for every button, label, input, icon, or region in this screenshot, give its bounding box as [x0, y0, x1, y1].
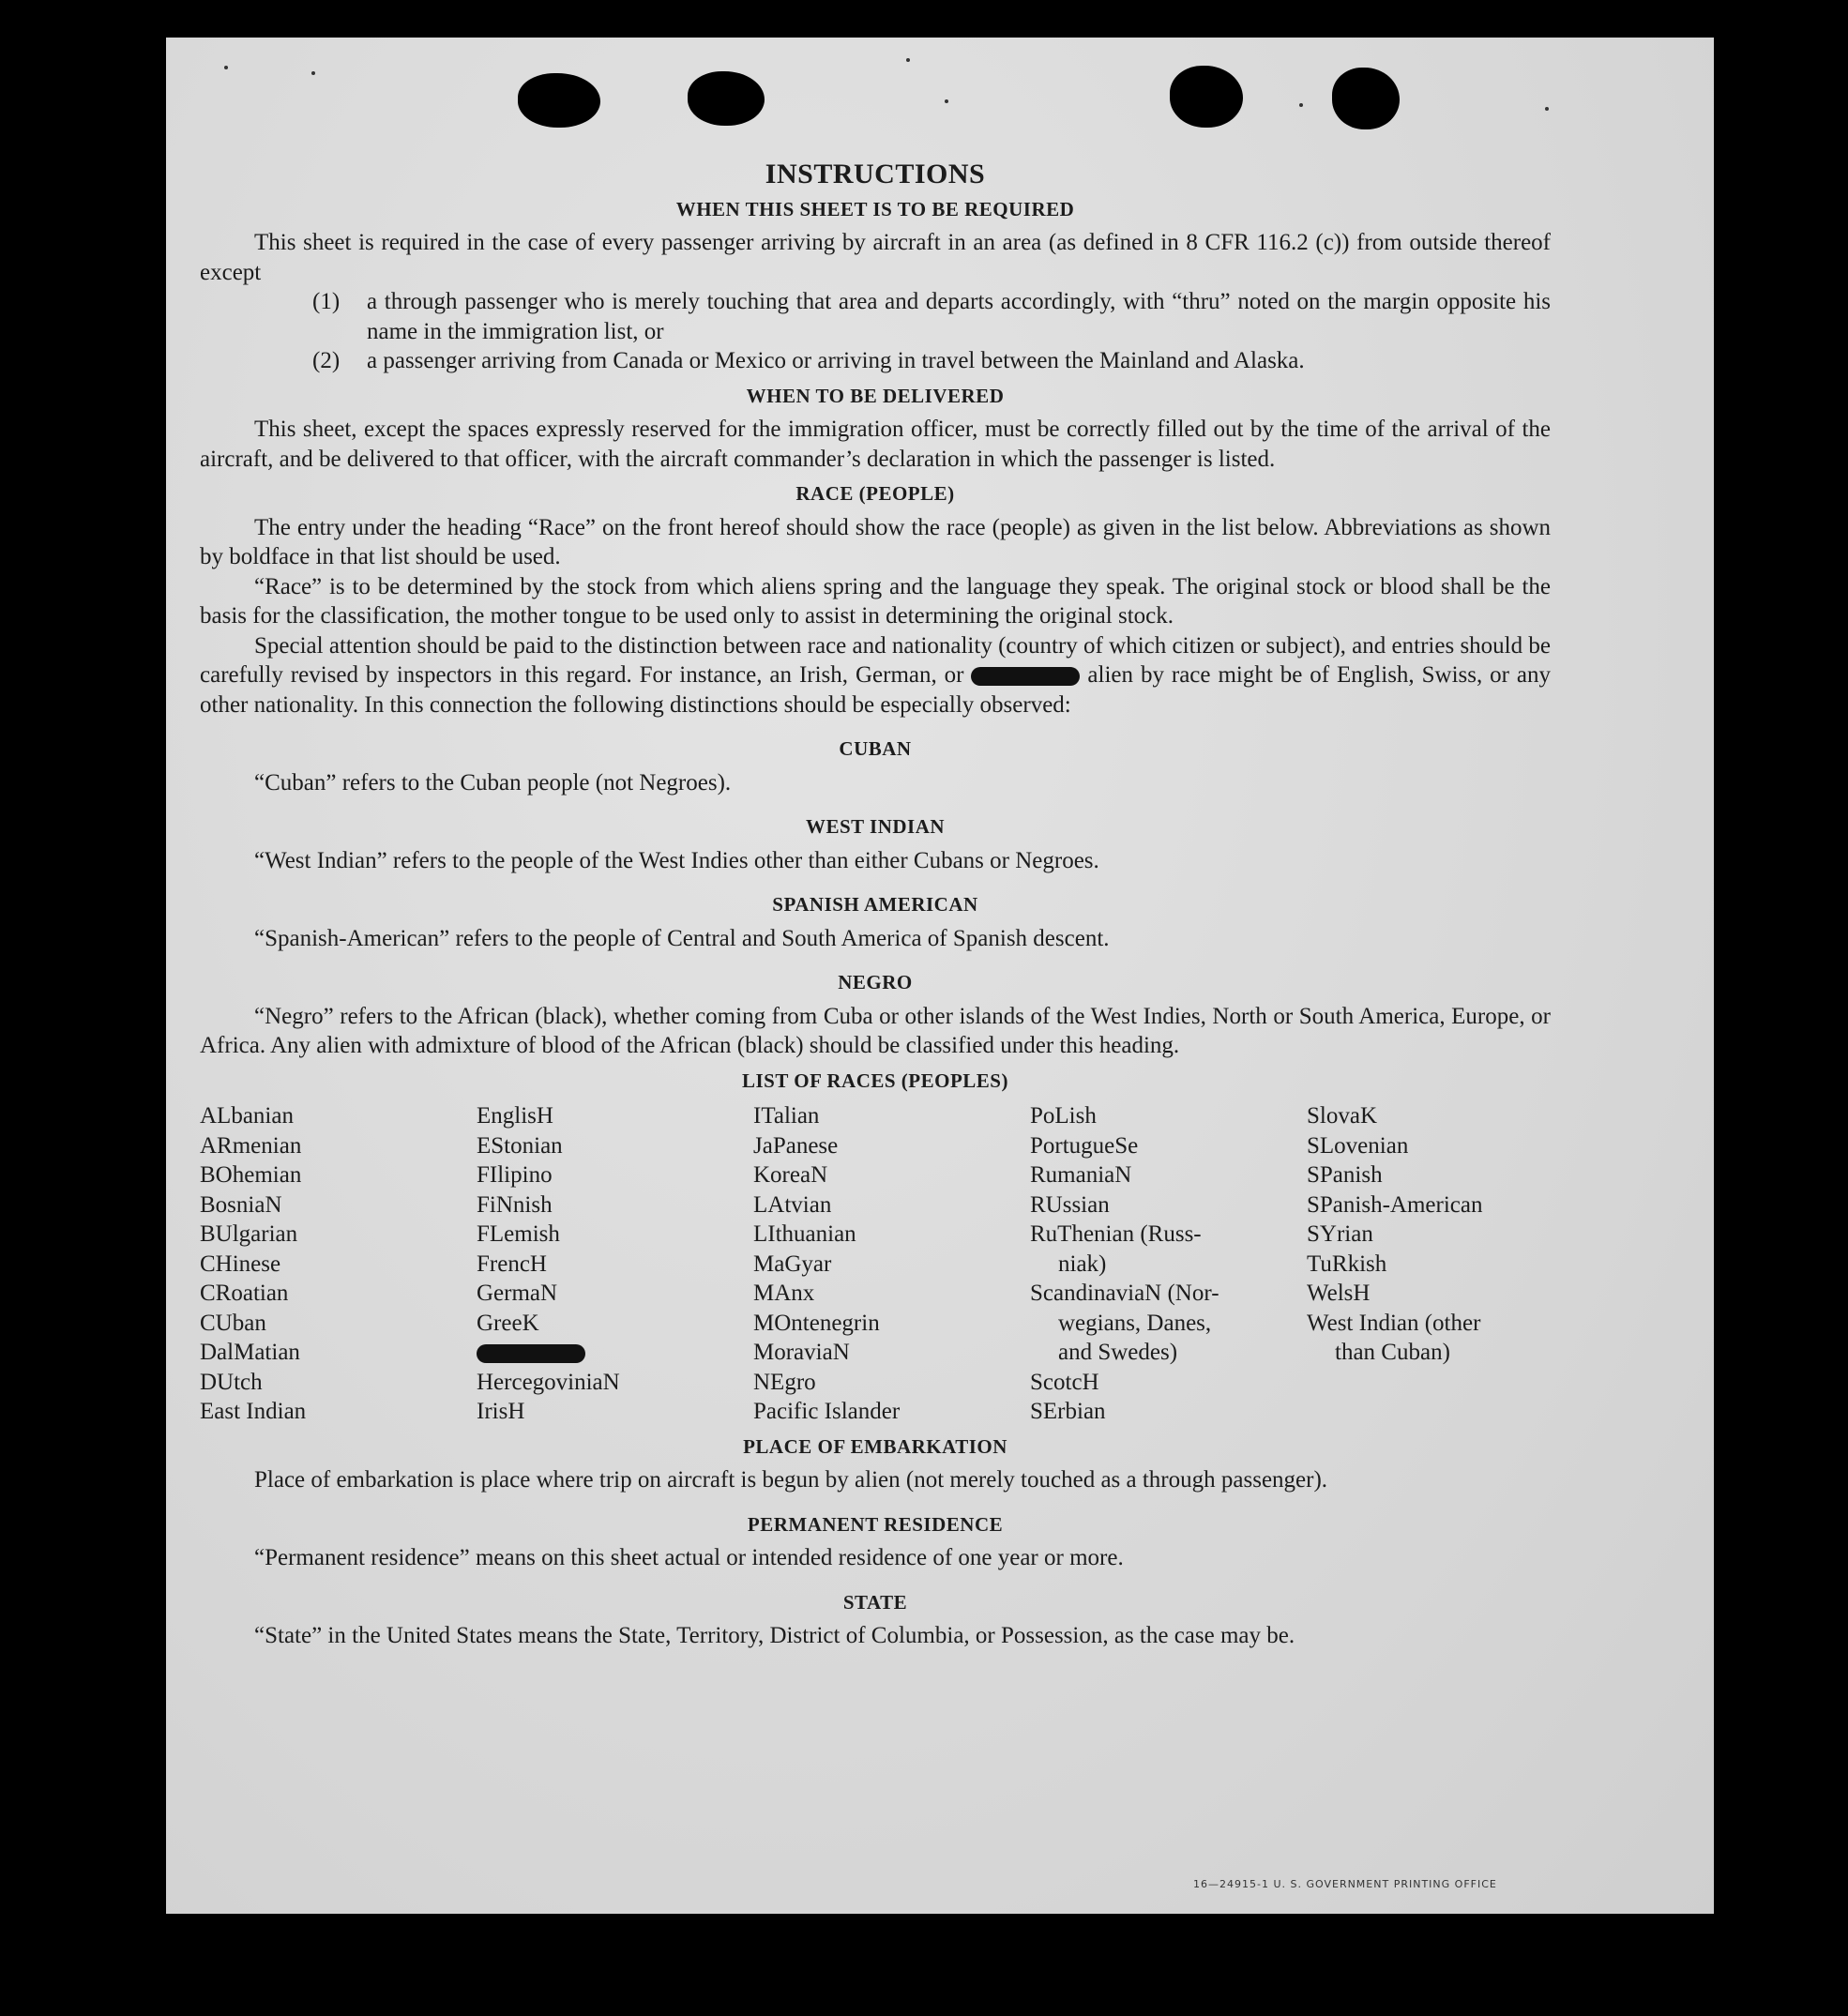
race-item: DalMatian [200, 1340, 300, 1365]
race-item: JaPanese [753, 1132, 839, 1159]
section-heading-cuban: CUBAN [839, 737, 912, 760]
race-item: NEgro [753, 1369, 816, 1395]
race-item: ITalian [753, 1103, 820, 1129]
race-item-continuation: wegians, Danes, [1058, 1310, 1212, 1336]
race-item: SYrian [1307, 1221, 1373, 1247]
redaction-mark [971, 667, 1080, 686]
race-list-column [477, 1101, 753, 1427]
race-item: MOntenegrin [753, 1310, 880, 1336]
race-list-column [1030, 1101, 1307, 1427]
race-item: PortugueSe [1030, 1132, 1139, 1159]
race-list [200, 1101, 1551, 1427]
race-item: GreeK [477, 1310, 539, 1336]
race-list-column [1307, 1101, 1551, 1427]
race-item: SlovaK [1307, 1103, 1377, 1129]
race-item: FrencH [477, 1251, 547, 1277]
section-heading-race: RACE (PEOPLE) [795, 482, 955, 505]
section-heading-west-indian: WEST INDIAN [805, 815, 946, 838]
race-item: MAnx [753, 1281, 815, 1306]
race-item: GermaN [477, 1281, 558, 1306]
section-heading-list-of-races: LIST OF RACES (PEOPLES) [742, 1069, 1008, 1092]
paragraph-cuban: “Cuban” refers to the Cuban people (not Negroes). [254, 769, 732, 796]
race-item: EStonian [477, 1132, 563, 1159]
section-heading-state: STATE [842, 1590, 908, 1614]
race-item-continuation: and Swedes) [1058, 1340, 1178, 1365]
race-item: BOhemian [200, 1162, 302, 1188]
race-item: ScotcH [1030, 1369, 1099, 1395]
paragraph-spanish-american: “Spanish-American” refers to the people of Central and South America of Spanish descent. [254, 925, 1110, 951]
redaction-mark [477, 1344, 585, 1363]
paragraph-state: “State” in the United States means the State, Territory, District of Columbia, or Possession, as the case may be. [254, 1623, 1295, 1648]
paragraph-when-required: This sheet is required in the case of every passenger arriving by aircraft in an area (as defined in 8 CFR 116.2 (c)) from outside thereof except [200, 230, 1551, 285]
race-item: East Indian [200, 1399, 307, 1424]
race-item: TuRkish [1307, 1251, 1387, 1277]
race-item: BosniaN [200, 1191, 282, 1218]
race-item: SLovenian [1307, 1132, 1409, 1159]
paragraph-west-indian: “West Indian” refers to the people of the West Indies other than either Cubans or Negroes. [254, 847, 1099, 873]
paragraph-race-2: “Race” is to be determined by the stock from which aliens spring and the language they speak. The original stock or blood shall be the basis for the classification, the mother tongue to be used only to assist in determining the original stock. [200, 573, 1551, 629]
paragraph-when-delivered: This sheet, except the spaces expressly reserved for the immigration officer, must be correctly filled out by the time of the arrival of the aircraft, and be delivered to that officer, with the aircraft commander’s declaration in which the passenger is listed. [200, 417, 1551, 472]
race-item: FIlipino [477, 1162, 553, 1188]
race-item: ScandinaviaN (Nor- [1030, 1281, 1219, 1306]
race-item: MoraviaN [753, 1340, 850, 1365]
race-item: RuThenian (Russ- [1030, 1221, 1202, 1247]
race-item: SErbian [1030, 1399, 1106, 1424]
race-item: LIthuanian [753, 1221, 856, 1247]
punch-hole [518, 73, 600, 128]
race-item: WelsH [1307, 1281, 1371, 1306]
paragraph-negro: “Negro” refers to the African (black), whether coming from Cuba or other islands of the West Indies, North or South America, Europe, or Africa. Any alien with admixture of blood of the African (black) should be classified under this heading. [200, 1003, 1551, 1058]
paragraph-embarkation: Place of embarkation is place where trip on aircraft is begun by alien (not merely touched as a through passenger). [254, 1467, 1328, 1493]
section-heading-spanish-american: SPANISH AMERICAN [772, 893, 978, 916]
race-item: RUssian [1030, 1191, 1110, 1218]
section-heading-embarkation: PLACE OF EMBARKATION [743, 1434, 1007, 1458]
instructions-body [200, 159, 1551, 1651]
punch-hole [1170, 66, 1243, 128]
section-heading-negro: NEGRO [838, 971, 913, 993]
race-item: BUlgarian [200, 1221, 298, 1247]
race-item-continuation: than Cuban) [1335, 1340, 1450, 1365]
race-item-redacted [477, 1338, 753, 1368]
race-item: ARmenian [200, 1132, 302, 1159]
paragraph-race-3: Special attention should be paid to the distinction between race and nationality (country of which citizen or subject), and entries should be carefully revised by inspectors in this regard. For instance, an Irish, German, or alien by race might be of English, Swiss, or any other nationality. In this connection the following distinctions should be especially observed: [200, 632, 1552, 718]
race-item: West Indian (other [1307, 1310, 1481, 1336]
punch-hole [1332, 68, 1400, 129]
race-item: MaGyar [753, 1251, 832, 1277]
race-item: FiNnish [477, 1191, 553, 1218]
race-item: EnglisH [477, 1103, 553, 1129]
section-heading-permanent-residence: PERMANENT RESIDENCE [747, 1512, 1004, 1536]
section-heading-when-required: WHEN THIS SHEET IS TO BE REQUIRED [675, 197, 1075, 220]
race-item-continuation: niak) [1058, 1251, 1107, 1277]
race-item: IrisH [477, 1399, 525, 1424]
page-title: INSTRUCTIONS [765, 159, 986, 189]
paragraph-race-1: The entry under the heading “Race” on the front hereof should show the race (people) as given in the list below. Abbreviations as shown by boldface in that list should be used. [200, 514, 1551, 569]
race-list-column [200, 1101, 477, 1427]
race-item: Pacific Islander [753, 1399, 901, 1424]
race-item: PoLish [1030, 1103, 1097, 1129]
race-item: CRoatian [200, 1281, 289, 1306]
race-item: RumaniaN [1030, 1162, 1132, 1188]
race-item: CUban [200, 1310, 266, 1336]
printing-office-code: 16—24915-1 U. S. GOVERNMENT PRINTING OFFICE [1193, 1878, 1497, 1890]
race-item: KoreaN [753, 1162, 828, 1188]
race-list-column [753, 1101, 1030, 1427]
paragraph-permanent-residence: “Permanent residence” means on this sheet actual or intended residence of one year or more. [254, 1545, 1124, 1570]
race-item: SPanish-American [1307, 1191, 1483, 1218]
race-item: ALbanian [200, 1103, 294, 1129]
section-heading-when-delivered: WHEN TO BE DELIVERED [746, 384, 1005, 407]
race-item: LAtvian [753, 1191, 832, 1218]
race-item: CHinese [200, 1251, 281, 1277]
race-item: SPanish [1307, 1162, 1383, 1188]
race-item: HercegoviniaN [477, 1369, 620, 1395]
exception-item-2: (2) a passenger arriving from Canada or Mexico or arriving in travel between the Mainland and Alaska. [312, 348, 1305, 373]
race-item: FLemish [477, 1221, 560, 1247]
document-sheet [166, 38, 1714, 1914]
race-item: DUtch [200, 1369, 263, 1395]
exception-item-1: (1) a through passenger who is merely touching that area and departs accordingly, with “thru” noted on the margin opposite his name in the immigration list, or [312, 289, 1551, 344]
punch-hole [688, 71, 765, 126]
